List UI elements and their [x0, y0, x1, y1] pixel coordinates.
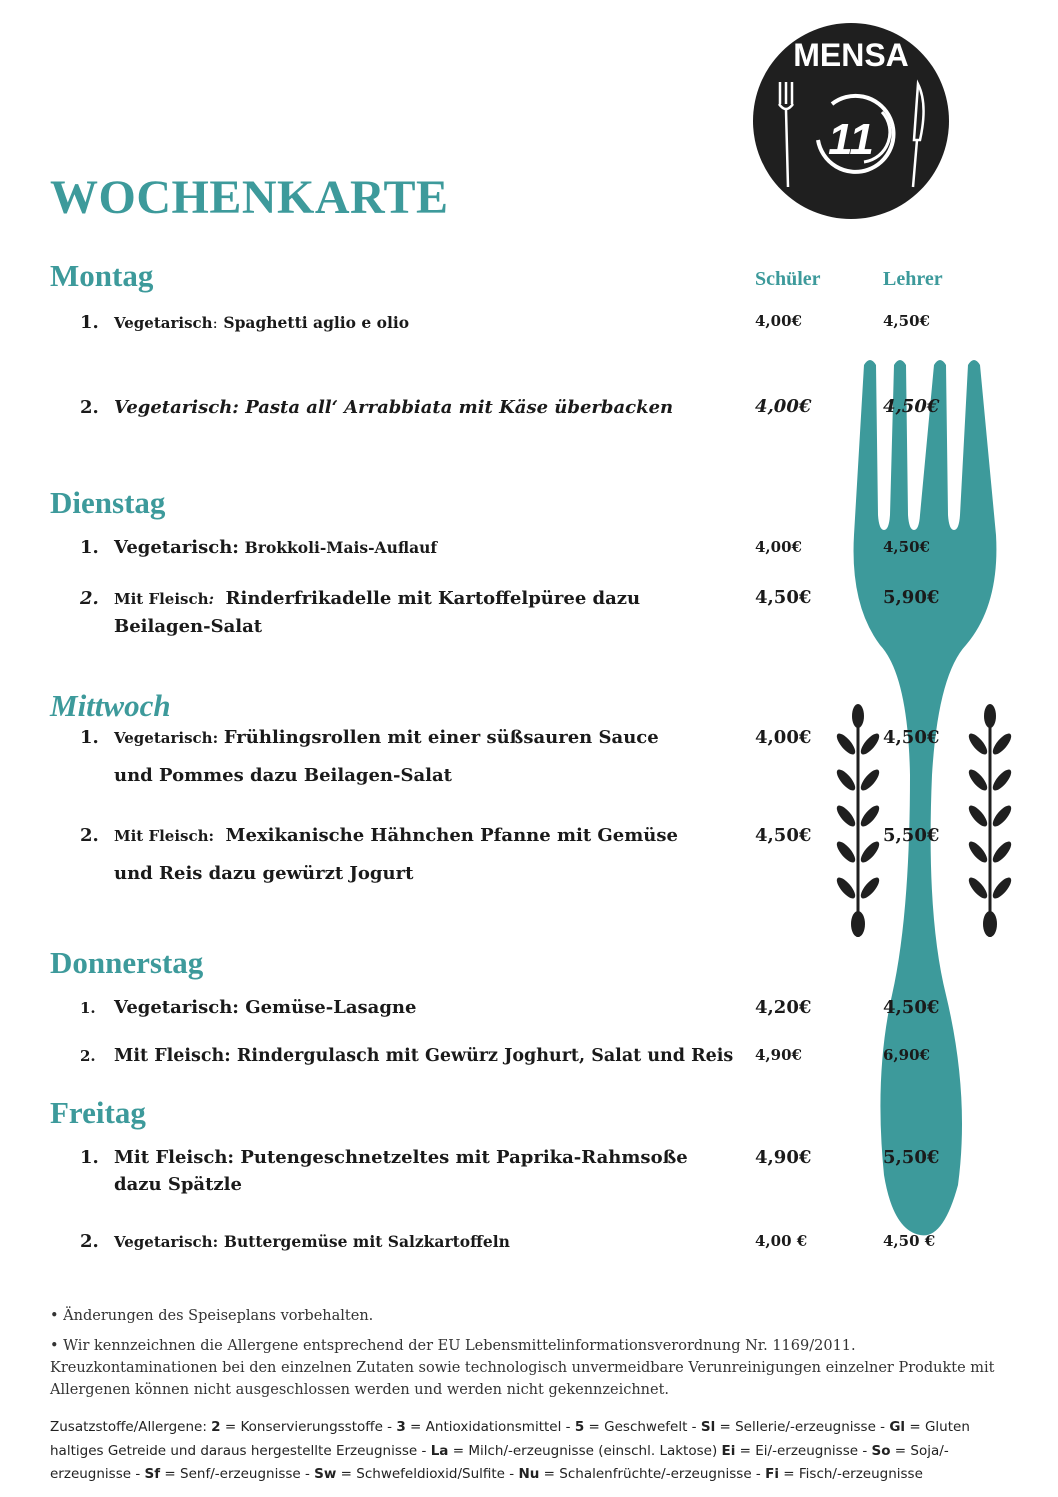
price-student: 4,00€	[755, 538, 802, 556]
item-number: 1.	[80, 312, 99, 333]
allergen-code: Gl	[889, 1419, 906, 1435]
price-teacher: 4,50€	[883, 997, 940, 1018]
page-title: WOCHENKARTE	[50, 171, 449, 224]
allergen-code: 5	[574, 1419, 585, 1435]
item-dish: Mit Fleisch: Rindergulasch mit Gewürz Joghurt, Salat und Reis	[114, 1046, 734, 1066]
column-header-student: Schüler	[755, 268, 821, 290]
logo-text: MENSA	[793, 37, 909, 73]
allergen-code: Fi	[765, 1466, 779, 1482]
day-heading-friday: Freitag	[50, 1095, 146, 1130]
item-category: Vegetarisch	[114, 314, 213, 332]
allergen-code: Ei	[721, 1442, 736, 1459]
item-dish: Brokkoli-Mais-Auflauf	[244, 538, 438, 557]
item-dish: Buttergemüse mit Salzkartoffeln	[223, 1232, 510, 1251]
price-teacher: 4,50€	[883, 538, 930, 556]
price-teacher: 4,50€	[883, 396, 940, 417]
item-dish: Vegetarisch: Gemüse-Lasagne	[114, 997, 417, 1018]
menu-item	[80, 1228, 740, 1256]
item-dish: Mexikanische Hähnchen Pfanne mit Gemüse	[225, 825, 678, 846]
menu-item	[80, 534, 740, 561]
item-number: 2.	[80, 1047, 96, 1065]
allergen-desc: Sellerie/-erzeugnisse	[735, 1419, 876, 1435]
item-number: 1.	[80, 1147, 99, 1168]
day-heading-wednesday: Mittwoch	[50, 688, 171, 723]
item-dish: Frühlingsrollen mit einer süßsauren Sauce	[223, 727, 659, 748]
item-dish-continued: und Reis dazu gewürzt Jogurt	[114, 863, 414, 884]
item-category: Mit Fleisch:	[114, 827, 215, 845]
item-number: 1.	[80, 537, 99, 558]
price-student: 4,90€	[755, 1147, 812, 1168]
item-dish-continued: Beilagen-Salat	[114, 616, 263, 637]
day-heading-thursday: Donnerstag	[50, 945, 204, 980]
menu-item	[80, 309, 740, 337]
menu-item	[80, 724, 740, 789]
item-dish: Vegetarisch: Pasta all‘ Arrabbiata mit Käse überbacken	[114, 397, 674, 418]
allergen-desc: Milch/-erzeugnisse (einschl. Laktose)	[468, 1442, 718, 1459]
item-number: 2.	[80, 825, 99, 846]
item-category: Vegetarisch:	[114, 1233, 219, 1251]
item-number: 1.	[80, 999, 96, 1017]
price-teacher: 5,50€	[883, 825, 940, 846]
menu-item	[80, 994, 740, 1022]
mensa-logo	[752, 22, 950, 220]
price-student: 4,00€	[755, 396, 812, 417]
menu-item	[80, 394, 740, 421]
column-header-teacher: Lehrer	[883, 268, 943, 290]
price-teacher: 5,90€	[883, 587, 940, 608]
allergen-desc: Senf/-erzeugnisse	[180, 1466, 301, 1482]
price-student: 4,00 €	[755, 1232, 808, 1250]
item-category: Mit Fleisch	[114, 590, 209, 608]
menu-item	[80, 822, 740, 887]
item-dish-continued: dazu Spätzle	[114, 1174, 242, 1195]
item-category: Vegetarisch:	[114, 729, 219, 747]
note-allergens: • Wir kennzeichnen die Allergene entsprechend der EU Lebensmittelinformationsverordnung Nr. 1169/2011. Kreuzkontaminationen bei den einzelnen Zutaten sowie technologisch unvermeidbare Verunreinigungen einzelner Produkte mit Allergenen können nicht ausgeschlossen werden und werden nicht gekennzeichnet.	[50, 1338, 995, 1398]
item-dish: Spaghetti aglio e olio	[223, 313, 410, 332]
allergen-code: So	[871, 1442, 891, 1459]
menu-item	[80, 1042, 740, 1070]
item-dish: Rinderfrikadelle mit Kartoffelpüree dazu	[225, 588, 641, 609]
allergen-code: Sl	[700, 1419, 716, 1435]
allergen-code: Nu	[518, 1466, 540, 1482]
price-student: 4,20€	[755, 997, 812, 1018]
allergen-code: La	[430, 1442, 449, 1459]
price-teacher: 6,90€	[883, 1046, 930, 1064]
item-number: 2.	[80, 1231, 99, 1252]
allergen-desc: Geschwefelt	[604, 1419, 688, 1435]
allergen-desc: Ei/-erzeugnisse	[755, 1442, 859, 1459]
price-teacher: 5,50€	[883, 1147, 940, 1168]
item-number: 1.	[80, 727, 99, 748]
price-teacher: 4,50€	[883, 727, 940, 748]
footnotes	[50, 1305, 1010, 1409]
item-number: 2.	[80, 588, 99, 609]
price-student: 4,50€	[755, 587, 812, 608]
leaf-sprig-icon	[834, 702, 882, 942]
allergen-desc: Gluten haltiges Getreide und daraus hergestellte Erzeugnisse	[50, 1419, 970, 1459]
day-heading-monday: Montag	[50, 258, 154, 293]
price-student: 4,00€	[755, 727, 812, 748]
allergen-code: 3	[396, 1419, 406, 1435]
item-separator: :	[208, 590, 215, 608]
allergen-code: Sf	[144, 1466, 161, 1482]
allergen-desc: Schalenfrüchte/-erzeugnisse	[559, 1466, 752, 1482]
menu-item	[80, 585, 740, 640]
menu-item	[80, 1144, 740, 1198]
price-student: 4,00€	[755, 312, 802, 330]
allergen-desc: Konservierungsstoffe	[240, 1419, 383, 1435]
item-number: 2.	[80, 397, 99, 418]
allergen-desc: Fisch/-erzeugnisse	[798, 1466, 923, 1482]
allergen-desc: Antioxidationsmittel	[425, 1419, 562, 1435]
item-dish: Mit Fleisch: Putengeschnetzeltes mit Paprika-Rahmsoße	[114, 1147, 688, 1168]
item-category: Vegetarisch:	[114, 537, 239, 558]
allergen-desc: Schwefeldioxid/Sulfite	[356, 1466, 505, 1482]
allergen-desc: Soja/-erzeugnisse	[50, 1442, 949, 1482]
price-student: 4,90€	[755, 1046, 802, 1064]
logo-number: 11	[828, 115, 874, 164]
allergen-code: Sw	[314, 1466, 337, 1482]
item-separator: :	[212, 314, 218, 332]
price-teacher: 4,50 €	[883, 1232, 936, 1250]
allergen-code: 2	[211, 1419, 221, 1435]
price-teacher: 4,50€	[883, 312, 930, 330]
allergen-label: Zusatzstoffe/Allergene:	[50, 1419, 207, 1435]
price-student: 4,50€	[755, 825, 812, 846]
note-changes: • Änderungen des Speiseplans vorbehalten.	[50, 1308, 374, 1324]
item-dish-continued: und Pommes dazu Beilagen-Salat	[114, 765, 452, 786]
allergen-legend: Zusatzstoffe/Allergene: 2 = Konservierungsstoffe - 3 = Antioxidationsmittel - 5 = Geschwefelt - Sl = Sellerie/-erzeugnisse - Gl = Gluten haltiges Getreide und daraus hergestellte Erzeugnisse - La = Milch/-erzeugnisse (einschl. Laktose) Ei = Ei/-erzeugnisse - So = Soja/-erzeugnisse - Sf = Senf/-erzeugnisse - Sw = Schwefeldioxid/Sulfite - Nu = Schalenfrüchte/-erzeugnisse - Fi = Fisch/-erzeugnisse	[50, 1419, 970, 1482]
leaf-sprig-icon	[966, 702, 1014, 942]
day-heading-tuesday: Dienstag	[50, 485, 166, 520]
